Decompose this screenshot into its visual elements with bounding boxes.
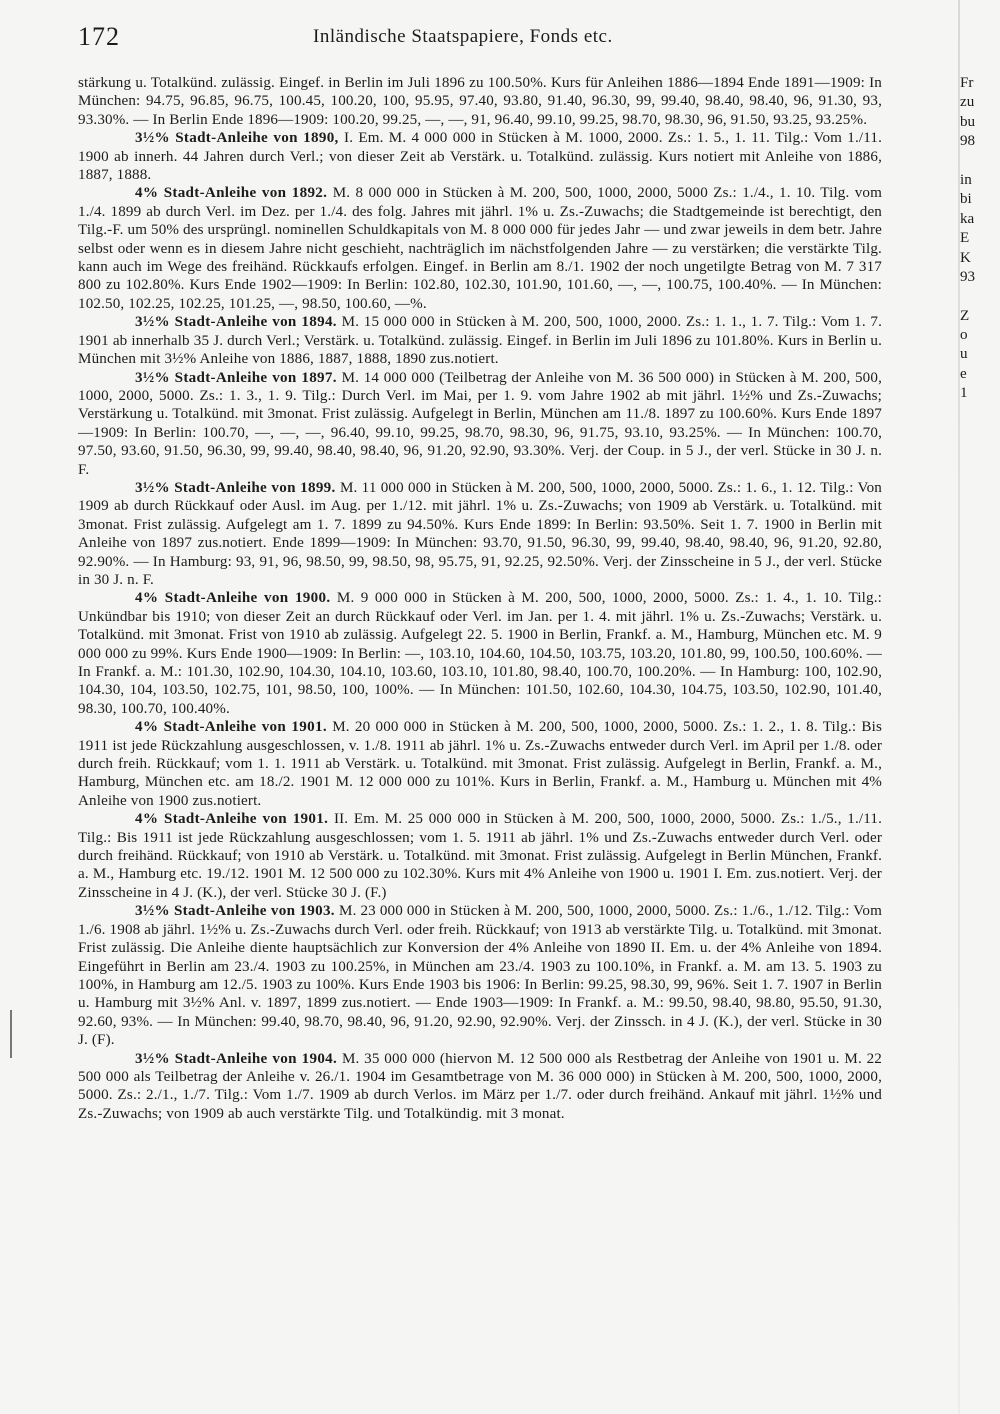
- paragraph: [78, 184, 882, 313]
- running-head: Inländische Staatspapiere, Fonds etc.: [313, 26, 613, 47]
- paragraph: [78, 74, 882, 129]
- facing-page-fragment: Fr: [960, 75, 974, 91]
- facing-page-fragment: 1: [960, 385, 968, 402]
- loan-heading: 3½% Stadt-Anleihe von 1899.: [135, 479, 340, 496]
- facing-page-fragment: in: [960, 171, 972, 188]
- facing-page-fragment: ka: [960, 210, 975, 227]
- loan-heading: 3½% Stadt-Anleihe von 1897.: [135, 369, 342, 386]
- paragraph-text: M. 35 000 000 (hiervon M. 12 500 000 als Restbetrag der Anleihe von 1901 u. M. 22 500 000 als Teilbetrag der Anleihe v. 26./1. 1904 im Gesamtbetrage von M. 36 000 000) in Stücken à M. 200, 500, 1000, 2000, 5000. Zs.: 2./1., 1./7. Tilg.: Vom 1./7. 1909 ab durch Verlos. im März per 1./7. oder durch freihänd. Ankauf mit jährl. 1½% und Zs.-Zuwachs; von 1909 ab auch verstärkte Tilg. und Totalkündig. mit 3 monat.: [78, 1050, 882, 1122]
- paragraph: [78, 718, 882, 810]
- facing-page-fragment: Z: [960, 307, 970, 324]
- loan-heading: 3½% Stadt-Anleihe von 1890,: [135, 130, 345, 147]
- paragraph: [78, 479, 882, 589]
- paragraph-text: M. 23 000 000 in Stücken à M. 200, 500, 1000, 2000, 5000. Zs.: 1./6., 1./12. Tilg.: Vom 1./6. 1908 ab jährl. 1½% u. Zs.-Zuwachs durch Verl. oder freih. Rückkauf; von 1913 ab verstärkte Tilg. u. Totalkünd. mit 3monat. Frist zulässig. Die Anleihe diente hauptsächlich zur Konversion der 4% Anleihe von 1890 II. Em. u. der 4% Anleihe von 1894. Eingeführt in Berlin am 23./4. 1903 zu 100.25%, in München am 23./4. 1903 zu 100.10%, in Frankf. a. M. am 13. 5. 1903 zu 100%, in Hamburg am 12./5. 1903 zu 100%. Kurs Ende 1903 bis 1906: In Berlin: 99.25, 98.30, 99, 96%. Seit 1. 7. 1907 in Berlin u. Hamburg mit 3½% Anl. v. 1897, 1899 zus.notiert. — Ende 1903—1909: In Frankf. a. M.: 99.50, 98.40, 98.80, 95.50, 91.30, 92.60, 93%. — In München: 99.40, 98.70, 98.40, 96, 91.20, 92.90, 92.90%. Verj. der Zinssch. in 4 J. (K.), der verl. Stücke in 30 J. (F).: [78, 903, 883, 1049]
- facing-page-fragment: K: [960, 249, 971, 266]
- facing-page-fragment: bu: [960, 113, 976, 130]
- paragraph-text: I. Em. M. 4 000 000 in Stücken à M. 1000, 2000. Zs.: 1. 5., 1. 11. Tilg.: Vom 1./11. 1900 ab innerh. 44 Jahren durch Verl.; von dieser Zeit ab Verstärk. u. Totalkünd. zulässig. Kurs notiert mit Anleihe von 1886, 1887, 1888.: [78, 130, 883, 184]
- facing-page-fragment: bi: [960, 191, 972, 208]
- facing-page-fragment: E: [960, 230, 970, 247]
- facing-page-fragment: 93: [960, 268, 976, 285]
- loan-heading: 3½% Stadt-Anleihe von 1904.: [135, 1050, 342, 1067]
- paragraph-text: M. 15 000 000 in Stücken à M. 200, 500, 1000, 2000. Zs.: 1. 1., 1. 7. Tilg.: Vom 1. 7. 1901 ab innerhalb 35 J. durch Verl.; Verstärk. u. Totalkünd. zulässig. Eingef. in Berlin im Juli 1896 zu 101.80%. Kurs in Berlin u. München mit 3½% Anleihe von 1886, 1887, 1888, 1890 zus.notiert.: [78, 314, 882, 368]
- paragraph-text: M. 11 000 000 in Stücken à M. 200, 500, 1000, 2000, 5000. Zs.: 1. 6., 1. 12. Tilg.: Von 1909 ab durch Rückkauf oder Ausl. im Aug. per 1./12. mit jährl. 1% u. Zs.-Zuwachs; von 1909 ab Verstärk. u. Totalkünd. mit 3monat. Frist zulässig. Aufgelegt am 1. 7. 1899 zu 94.50%. Kurs Ende 1899: In Berlin: 93.50%. Seit 1. 7. 1900 in Berlin mit Anleihe von 1897 zus.notiert. Ende 1899—1909: In München: 93.70, 91.50, 96.30, 99, 99.40, 98.40, 98.40, 96, 91.20, 92.80, 92.90%. — In Hamburg: 93, 91, 96, 98.50, 99, 98.50, 98, 95.75, 91, 92.25, 92.50%. Verj. der Zinsscheine in 5 J., der verl. Stücke in 30 J. n. F.: [78, 479, 882, 588]
- paragraph: [78, 810, 882, 902]
- page-header: [78, 22, 898, 58]
- paragraph: [78, 1050, 882, 1124]
- paragraph: [78, 313, 882, 368]
- paragraph-text: II. Em. M. 25 000 000 in Stücken à M. 200, 500, 1000, 2000, 5000. Zs.: 1./5., 1./11. Tilg.: Bis 1911 ist jede Rückzahlung ausgeschlossen; vom 1. 5. 1911 ab jährl. 1% und Zs.-Zuwachs entweder durch Verl. oder durch freihänd. Rückkauf; von 1910 ab Verstärk. u. Totalkünd. mit 3monat. Frist zulässig. Aufgelegt in Berlin München, Frankf. a. M., Hamburg etc. 19./12. 1901 M. 12 500 000 zu 102.30%. Kurs mit 4% Anleihe von 1900 u. 1901 I. Em. zus.notiert. Verj. der Zinsscheine in 4 J. (K.), der verl. Stücke 30 J. (F.): [78, 811, 882, 901]
- facing-page-fragment: u: [960, 346, 968, 363]
- paragraph-text: M. 8 000 000 in Stücken à M. 200, 500, 1000, 2000, 5000 Zs.: 1./4., 1. 10. Tilg. vom 1./4. 1899 ab durch Verl. im Dez. per 1./4. des folg. Jahres mit jährl. 1% u. Zs.-Zuwachs; die Stadtgemeinde ist berechtigt, den Tilg.-F. um 50% des ursprüngl. nominellen Schuldkapitals von M. 8 000 000 für jedes Jahr — und zwar jeweils in dem betr. Jahre selbst oder wenn es in diesem Jahre nicht geschieht, nachträglich im nächstfolgenden Jahre — zu verstärken; die verstärkte Tilg. kann auch im Wege des freihänd. Rückkaufs erfolgen. Eingef. in Berlin am 8./1. 1902 der noch ungetilgte Betrag von M. 7 317 800 zu 102.80%. Kurs Ende 1902—1909: In Berlin: 102.80, 102.30, 101.90, 101.60, —, —, 100.75, 100.40%. — In München: 102.50, 102.25, 102.25, 101.25, —, 98.50, 100.60, —%.: [78, 185, 882, 312]
- paragraph-text: stärkung u. Totalkünd. zulässig. Eingef. in Berlin im Juli 1896 zu 100.50%. Kurs für Anleihen 1886—1894 Ende 1891—1909: In München: 94.75, 96.85, 96.75, 100.45, 100.20, 100, 95.95, 97.40, 93.80, 91.40, 96.30, 99, 99.40, 98.40, 98.40, 96, 91.30, 93, 93.30%. — In Berlin Ende 1896—1909: 100.20, 99.25, —, —, 91, 96.40, 99.10, 99.25, 98.70, 98.30, 96, 91.50, 93.25, 93.25%.: [78, 75, 882, 128]
- facing-page-fragment: e: [960, 365, 967, 382]
- paragraph-text: M. 20 000 000 in Stücken à M. 200, 500, 1000, 2000, 5000. Zs.: 1. 2., 1. 8. Tilg.: Bis 1911 ist jede Rückzahlung ausgeschlossen, v. 1./8. 1911 ab jährl. 1% u. Zs.-Zuwachs entweder durch Verl. im April per 1./8. oder durch freih. Rückkauf; vom 1. 1. 1911 ab Verstärk. u. Totalkünd. mit 3monat. Frist zulässig. Aufgelegt in Berlin, Frankf. a. M., Hamburg, München etc. am 18./2. 1901 M. 12 000 000 zu 101%. Kurs in Berlin, Frankf. a. M., Hamburg u. München mit 4% Anleihe von 1900 zus.notiert.: [78, 719, 882, 809]
- loan-heading: 3½% Stadt-Anleihe von 1894.: [135, 314, 342, 331]
- facing-page-fragment: o: [960, 327, 968, 344]
- loan-heading: 3½% Stadt-Anleihe von 1903.: [135, 903, 340, 920]
- paragraph: [78, 589, 882, 718]
- facing-page-fragment: 98: [960, 133, 976, 150]
- loan-heading: 4% Stadt-Anleihe von 1892.: [135, 185, 333, 202]
- facing-page-fragment: zu: [960, 94, 975, 111]
- paragraph-text: M. 14 000 000 (Teilbetrag der Anleihe von M. 36 500 000) in Stücken à M. 200, 500, 1000, 2000, 5000. Zs.: 1. 3., 1. 9. Tilg.: Durch Verl. im Mai, per 1. 9. vom Jahre 1902 ab mit jährl. 1½% und Zs.-Zuwachs; Verstärkung u. Totalkünd. mit 3monat. Frist zulässig. Aufgelegt in Berlin, München am 11./8. 1897 zu 100.60%. Kurs Ende 1897—1909: In Berlin: 100.70, —, —, —, 96.40, 99.10, 99.25, 98.70, 98.30, 96, 91.75, 93.10, 93.25%. — In München: 100.70, 97.50, 93.60, 91.50, 96.30, 99, 99.40, 98.40, 98.40, 96, 91.20, 92.90, 93.30%. Verj. der Coup. in 5 J., der verl. Stücke in 30 J. n. F.: [78, 369, 882, 478]
- paragraph: [78, 369, 882, 479]
- facing-page-fragments: [960, 74, 1000, 404]
- paragraph: [78, 902, 882, 1049]
- loan-heading: 4% Stadt-Anleihe von 1901.: [135, 811, 334, 828]
- page-number: 172: [78, 22, 120, 51]
- page-body: [78, 74, 882, 1123]
- paragraph-text: M. 9 000 000 in Stücken à M. 200, 500, 1000, 2000, 5000. Zs.: 1. 4., 1. 10. Tilg.: Unkündbar bis 1910; von dieser Zeit an durch Rückkauf oder Verl. im Jan. per 1. 4. mit jährl. 1% u. Zs.-Zuwachs; Verstärk. u. Totalkünd. mit 3monat. Frist von 1910 ab zulässig. Aufgelegt 22. 5. 1900 in Berlin, Frankf. a. M., Hamburg, München etc. M. 9 000 000 zu 99%. Kurs Ende 1900—1909: In Berlin: —, 103.10, 104.60, 104.50, 103.75, 103.20, 101.80, 99, 100.50, 100.60%. — In Frankf. a. M.: 101.30, 102.90, 104.30, 104.10, 103.60, 103.10, 101.80, 98.40, 100.70, 100.20%. — In Hamburg: 100, 102.90, 104.30, 104, 103.50, 102.75, 101, 98.50, 100, 100%. — In München: 101.50, 102.60, 104.30, 104.75, 103.50, 102.90, 101.40, 98.30, 100.70, 100.40%.: [78, 590, 882, 717]
- paragraph: [78, 129, 882, 184]
- margin-mark: [10, 1010, 12, 1058]
- facing-page-fragment: [960, 287, 1000, 306]
- facing-page-fragment: [960, 152, 1000, 171]
- loan-heading: 4% Stadt-Anleihe von 1900.: [135, 590, 337, 607]
- loan-heading: 4% Stadt-Anleihe von 1901.: [135, 719, 333, 736]
